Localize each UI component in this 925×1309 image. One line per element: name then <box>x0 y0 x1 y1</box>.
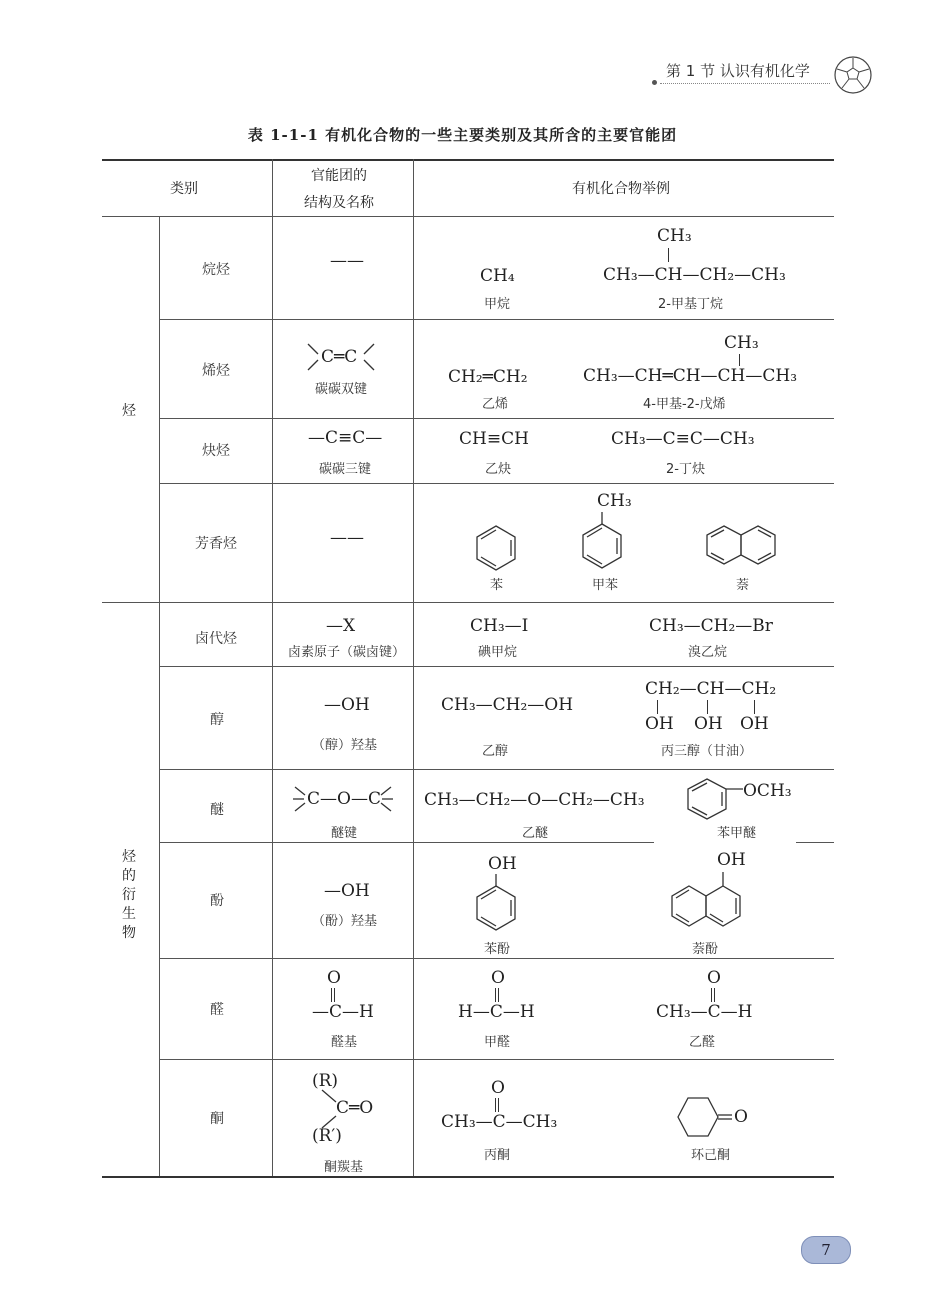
acetone-name: 丙酮 <box>484 1148 511 1163</box>
methane-name: 甲烷 <box>484 297 511 312</box>
ethyne-name: 乙炔 <box>485 462 512 477</box>
group-derivative: 烃的衍生物 <box>122 849 136 941</box>
butyne-formula: CH₃—C≡C—CH₃ <box>611 429 755 449</box>
anisole-name: 苯甲醚 <box>717 826 757 841</box>
group-hydrocarbon: 烃 <box>122 403 136 419</box>
acetaldehyde-o: O <box>707 968 721 988</box>
ethene-name: 乙烯 <box>482 397 509 412</box>
alkene-group-formula: C═C <box>321 347 358 367</box>
methylbutane-top: CH₃ <box>657 226 692 246</box>
cyclohexanone-o: O <box>734 1107 748 1127</box>
alcohol-name: 醇 <box>210 712 224 728</box>
alkene-name: 烯烃 <box>202 363 230 379</box>
acetone-formula: CH₃—C—CH₃ <box>441 1112 558 1132</box>
formaldehyde-name: 甲醛 <box>484 1035 511 1050</box>
table-top-rule <box>102 159 834 161</box>
methylpentene-name: 4-甲基-2-戊烯 <box>643 397 726 412</box>
section-title: 第 1 节 认识有机化学 <box>666 62 810 80</box>
cyclohexanone-ring-icon <box>670 1096 740 1138</box>
header-divider <box>660 83 830 84</box>
alkane-name: 烷烃 <box>202 262 230 278</box>
toluene-top: CH₃ <box>597 491 632 511</box>
anisole-substituent: OCH₃ <box>743 781 792 801</box>
phenol-name: 酚 <box>210 893 224 909</box>
header-group-line1: 官能团的 <box>311 168 367 184</box>
naphthol-name: 萘酚 <box>692 942 719 957</box>
benzene-name: 苯 <box>490 578 504 593</box>
aromatic-name: 芳香烃 <box>195 536 237 552</box>
glycerol-formula: CH₂—CH—CH₂ <box>645 679 777 699</box>
header-category: 类别 <box>170 181 198 197</box>
diethylether-formula: CH₃—CH₂—O—CH₂—CH₃ <box>424 790 645 810</box>
toluene-name: 甲苯 <box>592 578 619 593</box>
bond-line <box>668 248 669 262</box>
alkane-group: —— <box>330 251 364 271</box>
formaldehyde-formula: H—C—H <box>458 1002 535 1022</box>
table-caption: 表 1-1-1 有机化合物的一些主要类别及其所含的主要官能团 <box>247 126 678 144</box>
fullerene-icon <box>833 55 873 95</box>
ethanol-name: 乙醇 <box>482 744 509 759</box>
iodomethane-formula: CH₃—I <box>470 616 529 636</box>
toluene-ring-icon <box>580 510 624 570</box>
acetaldehyde-name: 乙醛 <box>689 1035 716 1050</box>
alkyne-group-formula: —C≡C— <box>308 428 383 448</box>
bond-line <box>739 354 740 366</box>
page-number: 7 <box>801 1236 851 1264</box>
alkyne-name: 炔烃 <box>202 443 230 459</box>
double-bond-line <box>495 988 496 1002</box>
glycerol-name: 丙三醇（甘油） <box>661 744 753 759</box>
table-bottom-rule <box>102 1176 834 1178</box>
iodomethane-name: 碘甲烷 <box>478 645 518 660</box>
cyclohexanone-name: 环己酮 <box>691 1148 731 1163</box>
acetaldehyde-formula: CH₃—C—H <box>656 1002 753 1022</box>
halide-group-name: 卤素原子（碳卤键） <box>288 645 406 660</box>
ether-group-name: 醚键 <box>331 826 358 841</box>
double-bond-line <box>495 1098 496 1112</box>
alcohol-group-formula: —OH <box>324 695 370 715</box>
header-dot <box>652 80 657 85</box>
ketone-name: 酮 <box>210 1111 224 1127</box>
anisole-ring-icon <box>685 777 747 821</box>
ketone-group-formula: C═O <box>336 1098 374 1118</box>
header-group-line2: 结构及名称 <box>304 195 374 211</box>
header-examples: 有机化合物举例 <box>572 181 670 197</box>
methylpentene-formula: CH₃—CH═CH—CH—CH₃ <box>583 366 798 386</box>
double-bond-line <box>331 988 332 1002</box>
alkene-group-name: 碳碳双键 <box>315 382 368 397</box>
phenol-group-formula: —OH <box>324 881 370 901</box>
naphthalene-name: 萘 <box>736 578 750 593</box>
acetone-o: O <box>491 1078 505 1098</box>
phenol-example-name: 苯酚 <box>484 942 511 957</box>
phenol-ring-icon <box>474 874 518 932</box>
glycerol-oh-3: OH <box>740 714 769 734</box>
bromoethane-formula: CH₃—CH₂—Br <box>649 616 773 636</box>
formaldehyde-o: O <box>491 968 505 988</box>
double-bond-line <box>711 988 712 1002</box>
methylbutane-formula: CH₃—CH—CH₂—CH₃ <box>603 265 786 285</box>
phenol-oh: OH <box>488 854 517 874</box>
aldehyde-name: 醛 <box>210 1002 224 1018</box>
aldehyde-group-name: 醛基 <box>331 1035 358 1050</box>
naphthol-ring-icon <box>668 870 744 928</box>
ethyne-formula: CH≡CH <box>459 429 529 449</box>
aldehyde-group-o: O <box>327 968 341 988</box>
ether-name: 醚 <box>210 802 224 818</box>
ethanol-formula: CH₃—CH₂—OH <box>441 695 574 715</box>
ketone-group-name: 酮羰基 <box>324 1160 364 1175</box>
alcohol-group-name: （醇）羟基 <box>312 738 378 753</box>
ethene-formula: CH₂═CH₂ <box>448 367 528 387</box>
ether-group-formula: C—O—C <box>307 789 381 809</box>
methylbutane-name: 2-甲基丁烷 <box>658 297 723 312</box>
phenol-group-name: （酚）羟基 <box>312 914 378 929</box>
glycerol-oh-2: OH <box>694 714 723 734</box>
halide-group-formula: —X <box>326 616 356 636</box>
diethylether-name: 乙醚 <box>522 826 549 841</box>
bromoethane-name: 溴乙烷 <box>688 645 728 660</box>
naphthol-oh: OH <box>717 850 746 870</box>
ketone-r2: (R′) <box>312 1126 342 1146</box>
aromatic-group: —— <box>330 528 364 548</box>
methane-formula: CH₄ <box>480 266 515 286</box>
glycerol-oh-1: OH <box>645 714 674 734</box>
methylpentene-top: CH₃ <box>724 333 759 353</box>
naphthalene-ring-icon <box>705 524 781 566</box>
alkyne-group-name: 碳碳三键 <box>319 462 372 477</box>
aldehyde-group-formula: —C—H <box>312 1002 374 1022</box>
ketone-r1: (R) <box>312 1071 339 1091</box>
butyne-name: 2-丁炔 <box>666 462 705 477</box>
benzene-ring-icon <box>474 524 518 570</box>
halide-name: 卤代烃 <box>195 631 237 647</box>
